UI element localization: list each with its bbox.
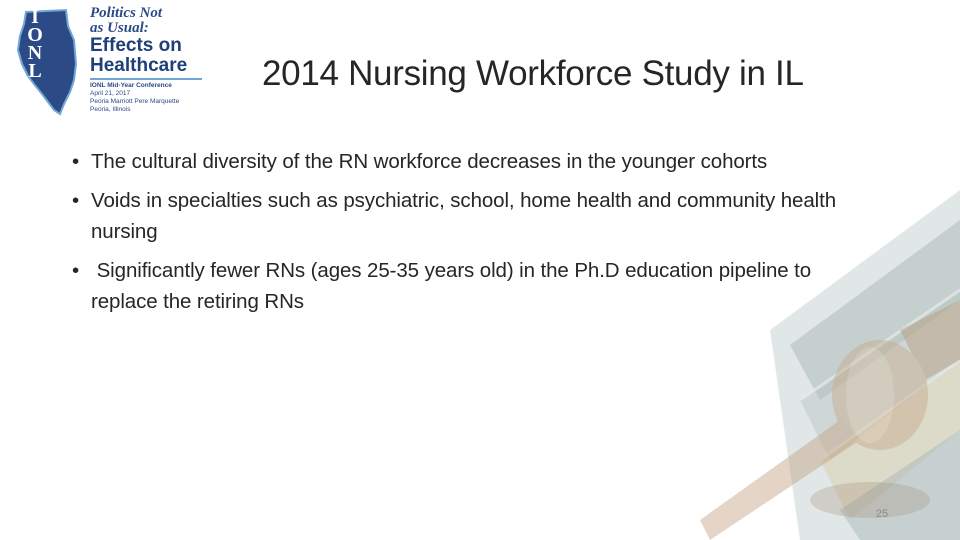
logo-letter: L <box>28 60 42 82</box>
bullet-dot-icon: • <box>72 259 80 282</box>
conference-logo-text <box>90 6 220 114</box>
logo-letter: N <box>27 42 43 64</box>
logo-letter: O <box>27 24 43 46</box>
bullet-text: The cultural diversity of the RN workforce decreases in the younger cohorts <box>91 150 768 173</box>
bullet-item <box>70 185 870 247</box>
page-number: 25 <box>875 508 889 520</box>
bullet-item <box>70 146 870 177</box>
logo-date: April 21, 2017 <box>90 90 131 97</box>
logo-letter: I <box>31 6 39 28</box>
ionl-logo-letters <box>22 8 48 80</box>
logo-headline-2: Healthcare <box>90 55 188 76</box>
bullet-dot-icon: • <box>72 150 80 173</box>
logo-tagline-2: as Usual: <box>90 20 149 36</box>
bullet-text: Voids in specialties such as psychiatric, school, home health and community health nursing <box>91 189 837 243</box>
logo-headline-1: Effects on <box>90 35 182 56</box>
logo-venue: Peoria Marriott Pere Marquette <box>90 98 180 105</box>
bullet-text: Significantly fewer RNs (ages 25-35 years old) in the Ph.D education pipeline to replace the retiring RNs <box>91 259 817 313</box>
bullet-item <box>70 255 870 317</box>
logo-event: IONL Mid-Year Conference <box>90 82 172 89</box>
slide-title: 2014 Nursing Workforce Study in IL <box>262 54 804 93</box>
bullet-dot-icon: • <box>72 189 80 212</box>
logo-city: Peoria, Illinois <box>90 106 131 113</box>
bullet-list <box>70 146 870 325</box>
logo-divider <box>90 78 202 80</box>
logo-tagline-1: Politics Not <box>90 5 163 21</box>
